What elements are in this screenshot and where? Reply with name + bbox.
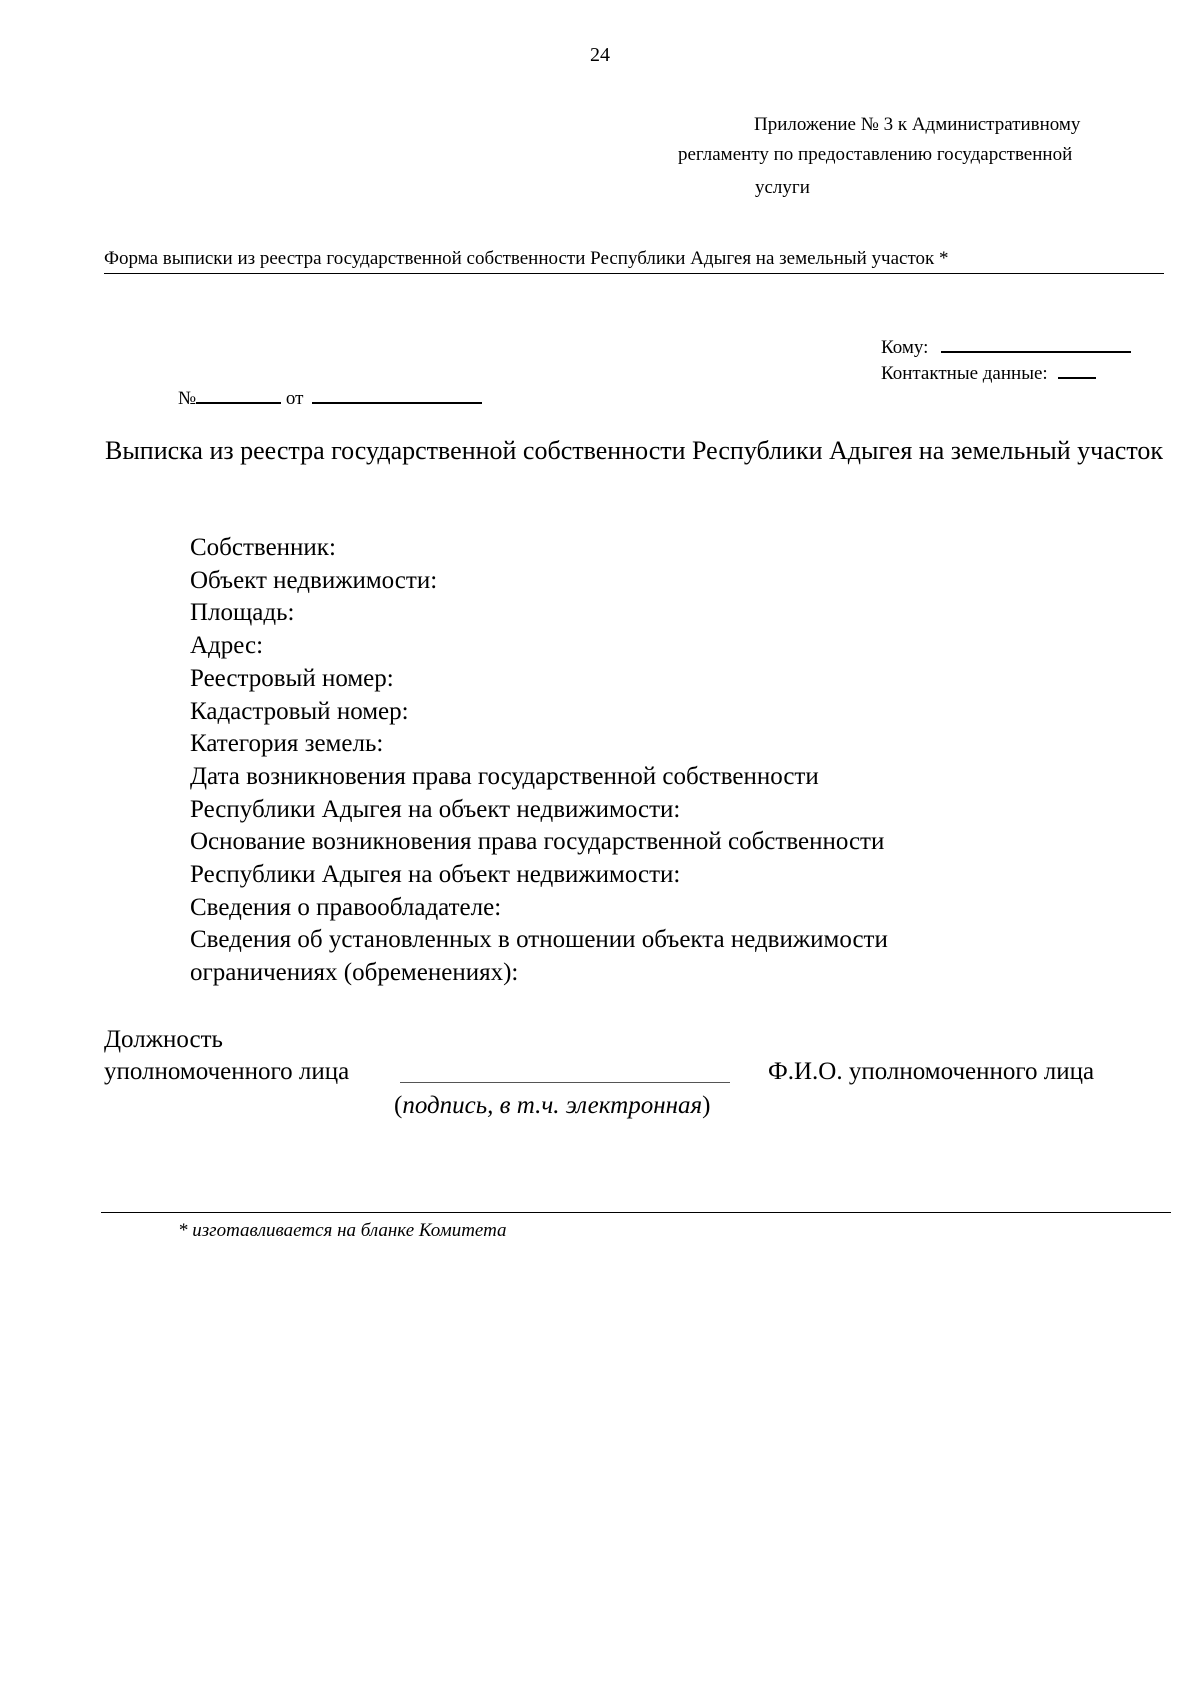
recipient-to-label: Кому: xyxy=(881,337,929,358)
field-right-origin-basis: Основание возникновения права государственной собственности Республики Адыгея на объект недвижимости: xyxy=(190,828,885,889)
fields-list xyxy=(190,532,888,990)
recipient-contacts-blank xyxy=(1058,359,1096,379)
recipient-block xyxy=(881,333,1131,385)
number-sign: № xyxy=(178,388,197,409)
number-blank xyxy=(196,384,281,404)
appendix-line-2: регламенту по предоставлению государственной xyxy=(678,144,1073,165)
field-cadastral-number: Кадастровый номер: xyxy=(190,697,409,725)
field-owner: Собственник: xyxy=(190,534,336,561)
document-number-line xyxy=(178,384,482,412)
page-number: 24 xyxy=(590,44,610,66)
field-registry-number: Реестровый номер: xyxy=(190,664,394,692)
document-title: Выписка из реестра государственной собственности Республики Адыгея на земельный участок xyxy=(105,436,1163,465)
field-land-category: Категория земель: xyxy=(190,730,384,758)
field-address: Адрес: xyxy=(190,632,264,660)
appendix-line-3: услуги xyxy=(755,177,810,198)
field-right-holder-info: Сведения о правообладателе: xyxy=(190,893,502,921)
form-title: Форма выписки из реестра государственной собственности Республики Адыгея на земельный участок * xyxy=(104,247,1164,274)
field-area: Площадь: xyxy=(190,599,295,627)
signature-block xyxy=(104,1024,1174,1124)
field-property-object: Объект недвижимости: xyxy=(190,566,438,594)
caption-open-paren: ( xyxy=(394,1092,403,1119)
recipient-to-row xyxy=(881,333,1131,359)
field-right-origin-date: Дата возникновения права государственной собственности Республики Адыгея на объект недвижимости: xyxy=(190,762,819,823)
signature-line xyxy=(400,1082,730,1083)
date-blank xyxy=(312,384,482,404)
signature-caption-text: подпись, в т.ч. электронная xyxy=(402,1092,703,1119)
recipient-contacts-label: Контактные данные: xyxy=(881,363,1048,384)
footnote: * изготавливается на бланке Комитета xyxy=(178,1220,507,1241)
official-position-label: Должность уполномоченного лица xyxy=(104,1026,350,1085)
recipient-to-blank xyxy=(941,333,1131,353)
recipient-contacts-row xyxy=(881,359,1131,385)
caption-close-paren: ) xyxy=(702,1092,711,1119)
footnote-divider xyxy=(101,1212,1171,1213)
field-encumbrances: Сведения об установленных в отношении объекта недвижимости ограничениях (обременениях): xyxy=(190,926,888,987)
appendix-line-1: Приложение № 3 к Административному xyxy=(754,114,1081,135)
official-name-label: Ф.И.О. уполномоченного лица xyxy=(768,1058,1095,1085)
signature-caption xyxy=(394,1090,710,1122)
date-from-label: от xyxy=(285,388,304,409)
